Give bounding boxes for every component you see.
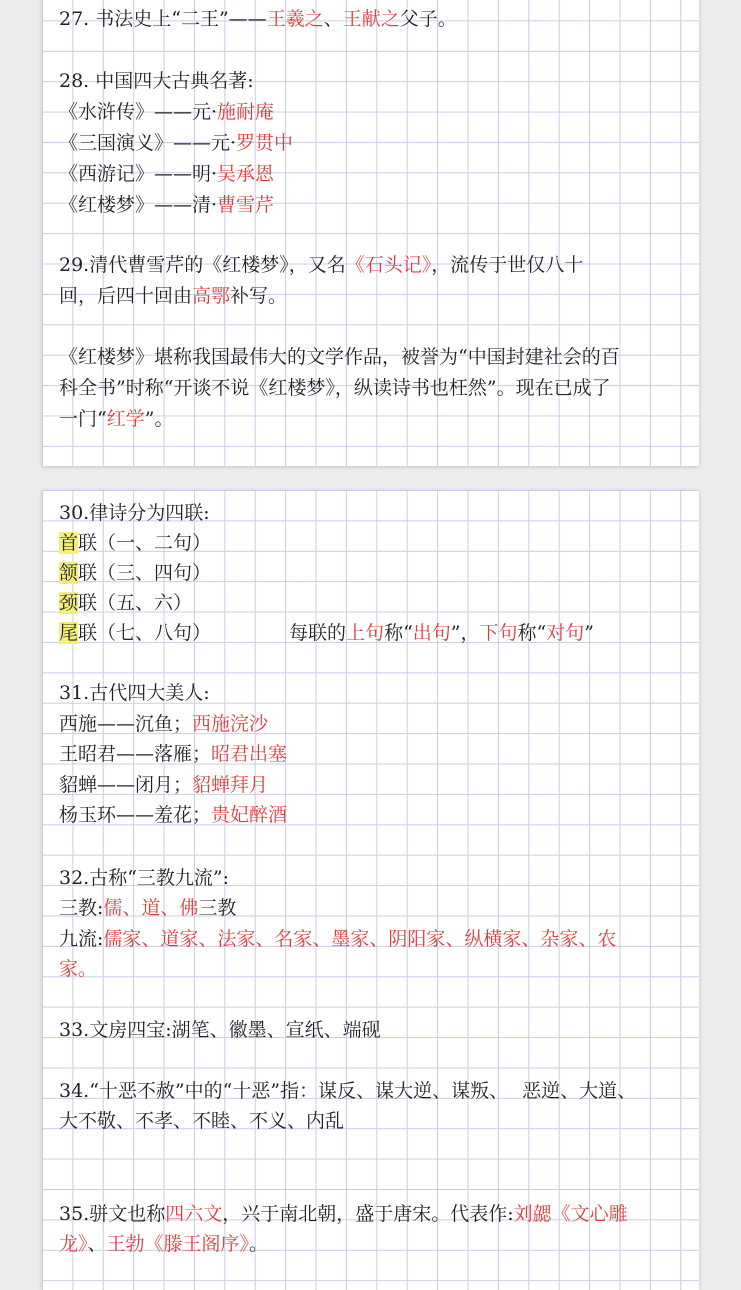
text: 《红楼梦》——清· <box>59 194 218 216</box>
text: 《西游记》——明· <box>59 163 218 185</box>
red-text: 龙》 <box>59 1233 88 1255</box>
red-text: 下句 <box>479 622 518 644</box>
highlight-text: 颈 <box>59 592 79 614</box>
para-line-1: 《红楼梦》堪称我国最伟大的文学作品，被誉为“中国封建社会的百 <box>59 346 620 368</box>
text: 联（五、六） <box>78 592 193 614</box>
text: 杨玉环——羞花； <box>59 804 212 826</box>
text: 王昭君——落雁； <box>59 743 212 765</box>
red-text: 对句 <box>546 622 585 644</box>
line-31a <box>59 709 268 739</box>
text: 《水浒传》——元· <box>59 101 218 123</box>
red-text: 西施浣沙 <box>192 713 269 735</box>
red-text: 施耐庵 <box>217 101 275 123</box>
text: ，流传于世仅八十 <box>431 254 584 276</box>
line-28b <box>59 128 293 158</box>
line-29b <box>59 281 287 311</box>
line-30d <box>59 618 594 648</box>
line-30b <box>59 558 211 588</box>
line-33: 33.文房四宝:湖笔、徽墨、宣纸、端砚 <box>59 1019 381 1041</box>
line-30a <box>59 528 211 558</box>
text: 一门“ <box>59 408 107 430</box>
heading-30: 30.律诗分为四联: <box>59 502 210 524</box>
note-card-1 <box>42 0 699 466</box>
line-31d <box>59 800 287 830</box>
text: 貂蝉——闭月； <box>59 774 193 796</box>
text: 回，后四十回由 <box>59 285 193 307</box>
note-card-2 <box>42 490 699 1290</box>
highlight-text: 尾 <box>59 622 79 644</box>
line-34a <box>59 1076 636 1106</box>
red-text: 刘勰《文心雕 <box>513 1203 628 1225</box>
red-text: 四六文 <box>165 1203 223 1225</box>
para-line-2: 科全书”时称“开谈不说《红楼梦》，纵读诗书也枉然”。现在已成了 <box>59 377 611 399</box>
text: 27. 书法史上“二王”—— <box>59 8 267 30</box>
line-32c: 家。 <box>59 958 98 980</box>
text: 。 <box>249 1233 269 1255</box>
red-text: 昭君出塞 <box>211 743 288 765</box>
highlight-text: 颔 <box>59 562 79 584</box>
text: 每联的 <box>289 622 347 644</box>
text: 西施——沉鱼； <box>59 713 193 735</box>
line-31b <box>59 739 287 769</box>
red-text: 王献之 <box>342 8 400 30</box>
red-text: 红学 <box>106 408 145 430</box>
text: 《三国演义》——元· <box>59 132 237 154</box>
text: 联（七、八句） <box>78 622 212 644</box>
heading-28: 28. 中国四大古典名著: <box>59 70 254 92</box>
red-text: 吴承恩 <box>217 163 275 185</box>
red-text: 王勃《滕王阁序》 <box>106 1233 250 1255</box>
line-32a <box>59 893 236 923</box>
red-text: 貂蝉拜月 <box>192 774 269 796</box>
text: 联（三、四句） <box>78 562 212 584</box>
red-text: 儒家、道家、法家、名家、墨家、阴阳家、纵横家、杂家、农 <box>103 928 617 950</box>
line-30c <box>59 588 192 618</box>
text: ，兴于南北朝，盛于唐宋。代表作: <box>222 1203 514 1225</box>
text: 三教 <box>198 897 237 919</box>
line-28a <box>59 97 274 127</box>
text: 九流: <box>59 928 104 950</box>
text: 、 <box>323 8 343 30</box>
line-34b: 大不敬、不孝、不睦、不义、内乱 <box>59 1110 345 1132</box>
para-line-3 <box>59 404 173 434</box>
text: 34.“十恶不赦”中的“十恶”指：谋反、谋大逆、谋叛、 <box>59 1080 509 1102</box>
line-28c <box>59 159 274 189</box>
heading-31: 31.古代四大美人: <box>59 682 210 704</box>
red-text: 贵妃醉酒 <box>211 804 288 826</box>
line-27 <box>59 4 457 34</box>
text: 恶逆、大道、 <box>522 1080 637 1102</box>
text: 三教: <box>59 897 104 919</box>
red-text: 曹雪芹 <box>217 194 275 216</box>
text: 称“ <box>384 622 413 644</box>
red-text: 高鄂 <box>192 285 231 307</box>
red-text: 《石头记》 <box>345 254 432 276</box>
text: 补写。 <box>230 285 288 307</box>
red-text: 上句 <box>346 622 385 644</box>
text: 联（一、二句） <box>78 532 212 554</box>
line-31c <box>59 770 268 800</box>
heading-32: 32.古称“三教九流”: <box>59 867 230 889</box>
text: 、 <box>87 1233 107 1255</box>
text: 称“ <box>517 622 547 644</box>
text: ”， <box>450 622 480 644</box>
red-text: 出句 <box>412 622 451 644</box>
red-text: 王羲之 <box>266 8 324 30</box>
line-29a <box>59 250 583 280</box>
red-text: 儒、道、佛 <box>103 897 199 919</box>
text: ” <box>584 622 594 644</box>
line-28d <box>59 190 274 220</box>
red-text: 罗贯中 <box>236 132 294 154</box>
line-32b <box>59 924 616 954</box>
line-35a <box>59 1199 628 1229</box>
line-35b <box>59 1229 268 1259</box>
text: ”。 <box>144 408 174 430</box>
highlight-text: 首 <box>59 532 79 554</box>
text: 29.清代曹雪芹的《红楼梦》，又名 <box>59 254 346 276</box>
text: 35.骈文也称 <box>59 1203 166 1225</box>
text: 父子。 <box>399 8 457 30</box>
